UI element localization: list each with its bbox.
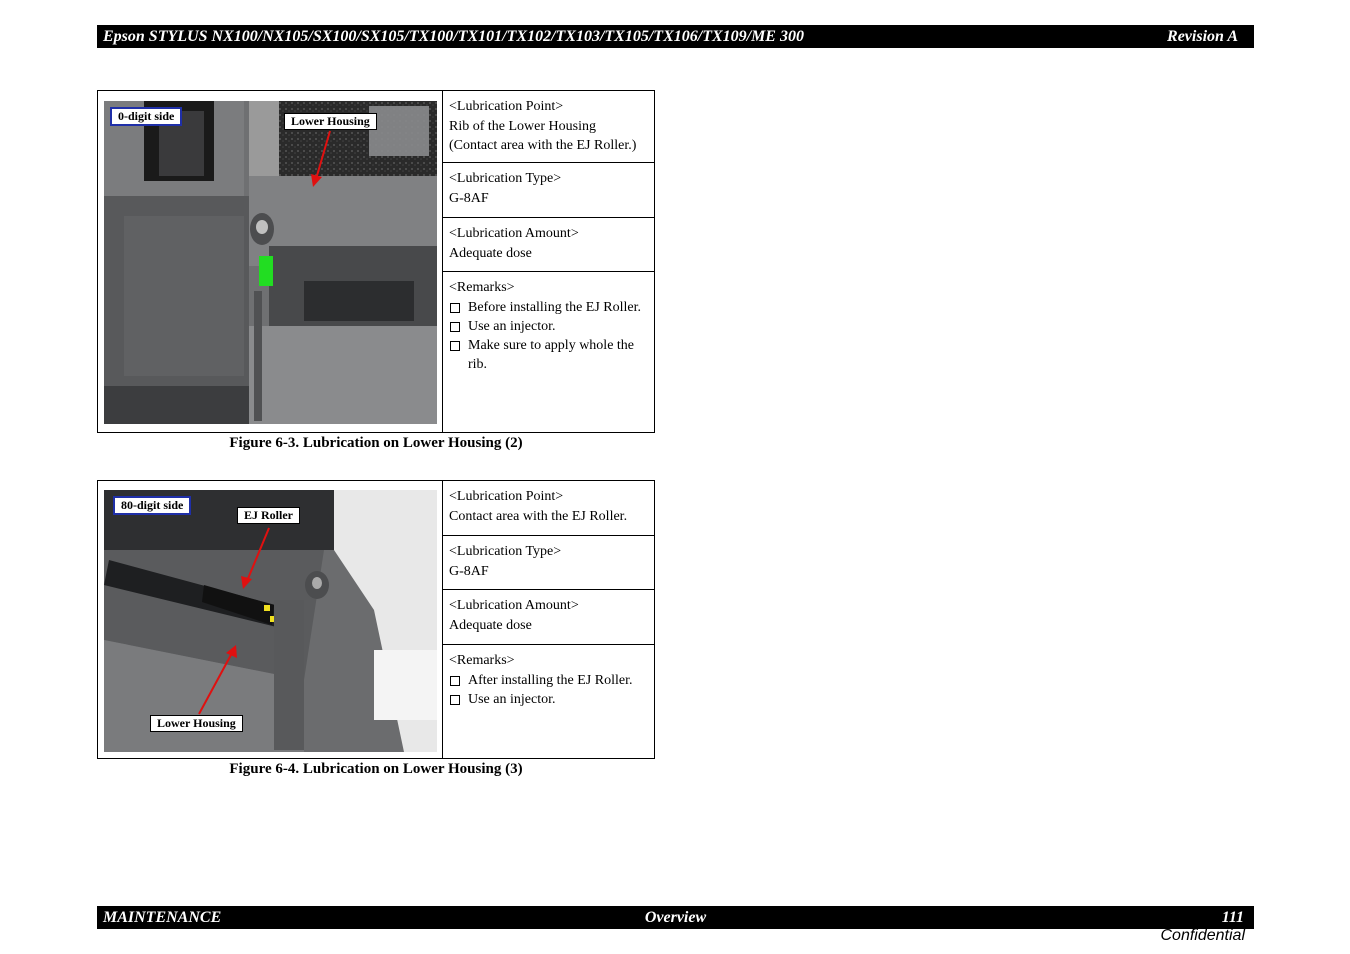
part-label: Lower Housing [284, 113, 377, 130]
revision-label: Revision A [1167, 28, 1238, 45]
figure-6-3-table [97, 90, 655, 433]
lubrication-amount: <Lubrication Amount> Adequate dose [443, 590, 654, 645]
callout-arrow-1 [98, 91, 443, 434]
figure-6-3-info [443, 91, 654, 432]
page-number: 111 [1221, 909, 1244, 926]
part-label-lower-housing: Lower Housing [150, 715, 243, 732]
footer-chapter: Overview [644, 909, 707, 926]
lubrication-point: <Lubrication Point> Contact area with the EJ Roller. [443, 481, 654, 536]
checkbox-icon [450, 695, 460, 705]
lubrication-type: <Lubrication Type> G-8AF [443, 163, 654, 218]
lubrication-type: <Lubrication Type> G-8AF [443, 536, 654, 590]
lubrication-point: <Lubrication Point> Rib of the Lower Housing (Contact area with the EJ Roller.) [443, 91, 654, 163]
figure-caption: Figure 6-4. Lubrication on Lower Housing (3) [229, 761, 523, 777]
checkbox-icon [450, 322, 460, 332]
side-label: 0-digit side [110, 107, 182, 126]
callout-arrows-2 [98, 481, 443, 760]
document-title: Epson STYLUS NX100/NX105/SX100/SX105/TX100/TX101/TX102/TX103/TX105/TX106/TX109/ME 300 [103, 28, 804, 45]
confidential-label: Confidential [1160, 927, 1245, 944]
part-label-ej-roller: EJ Roller [237, 507, 300, 524]
figure-6-3-photo-cell [98, 91, 443, 432]
figure-6-4-photo-cell [98, 481, 443, 758]
footer-section: MAINTENANCE [103, 909, 222, 926]
figure-caption: Figure 6-3. Lubrication on Lower Housing (2) [229, 435, 523, 451]
page-header [97, 25, 1254, 48]
remarks: <Remarks> Before installing the EJ Roller. Use an injector. Make sure to apply whole the rib. [443, 272, 654, 432]
checkbox-icon [450, 676, 460, 686]
checkbox-icon [450, 341, 460, 351]
figure-6-4-table [97, 480, 655, 759]
remark-item: Use an injector. [449, 690, 648, 709]
remark-item: Use an injector. [449, 317, 648, 336]
side-label: 80-digit side [113, 496, 191, 515]
remarks: <Remarks> After installing the EJ Roller. Use an injector. [443, 645, 654, 758]
remark-item: Before installing the EJ Roller. [449, 298, 648, 317]
page-footer [97, 906, 1254, 929]
remark-item: Make sure to apply whole the rib. [449, 336, 648, 374]
remark-item: After installing the EJ Roller. [449, 671, 648, 690]
checkbox-icon [450, 303, 460, 313]
figure-6-4-info [443, 481, 654, 758]
lubrication-amount: <Lubrication Amount> Adequate dose [443, 218, 654, 272]
